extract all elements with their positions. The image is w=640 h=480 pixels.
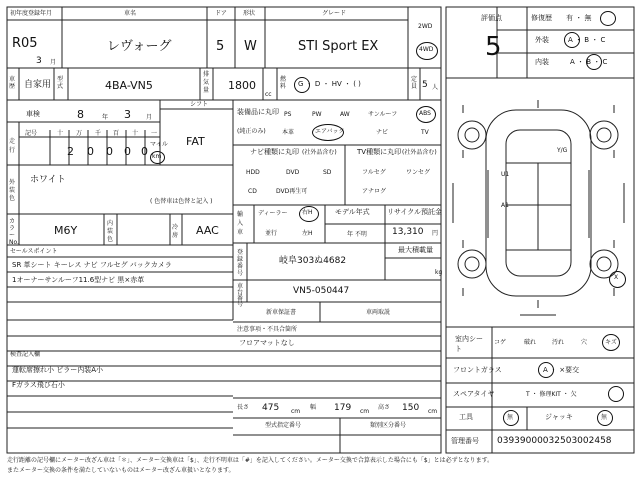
interior-grade-circle [586,54,602,70]
jack-label: ジャッキ [545,413,573,421]
mileage-label: 走行 [9,138,16,154]
capacity-value: 5 [422,80,428,90]
spare-value: T ・ 修理KIT ・ 欠 [526,391,577,398]
inspection-label: 車検 [26,110,40,118]
seat-tear: 破れ [524,339,537,346]
digit-h0: 記号 [25,130,38,137]
tv-analog: アナログ [362,188,387,195]
exterior-color: ホワイト [30,175,66,185]
displacement-unit: cc [265,91,272,98]
diagram-mark-rear: Y/G [557,147,568,154]
doors-label: ドア [215,10,227,17]
inspection-month-unit: 月 [146,114,153,121]
equip-airbag: エアバック [315,128,345,135]
footer-line2: またメーター交換の条件を満たしていないものはメーター改ざん車扱いとなります。 [7,467,235,474]
exterior-grade-value: A ・ B ・ C [568,36,606,44]
doors-value: 5 [216,39,225,54]
seat-scratch: キズ [605,339,617,346]
equip-navi: ナビ [376,129,389,136]
equip-sunroof: サンルーフ [368,111,398,118]
grade-label: グレード [322,10,347,17]
navi-hdd: HDD [246,169,260,176]
tv-oneseg: ワンセグ [406,169,431,176]
recycle-label: リサイクル預託金 [387,208,443,216]
vehicle-label: 車歴 [9,76,16,90]
ac-value: AAC [196,224,219,237]
width-unit: cm [360,408,370,415]
spare-circle [608,386,624,402]
reg-month-unit: 月 [50,59,57,66]
capacity-label: 定員 [411,76,418,90]
inspection-month: 3 [124,108,131,121]
tv-fullseg: フルセグ [362,169,386,176]
digit-h6: 一 [151,130,158,137]
equip-aw: AW [340,111,350,118]
score-value: 5 [485,32,502,62]
front-glass-value: A ・ ×要交 [543,366,580,374]
import-label: 輸入車 [237,211,244,236]
tv-label: TV種類に丸印 [357,148,402,156]
length-unit: cm [291,408,301,415]
chassis-value: VN5-050447 [293,286,350,296]
class-number-label: 類別区分番号 [370,422,407,429]
shift-value: FAT [186,135,205,148]
plate-value: 岐阜303ぬ4682 [279,256,347,266]
exterior-note: ( 色替車は色替と記入 ) [150,198,213,205]
width-value: 179 [334,403,352,413]
import-dealer: ディーラー [258,210,288,217]
shape-label: 形状 [243,10,256,17]
equip-leather: 本革 [282,129,295,136]
repair-circle [600,11,616,26]
length-value: 475 [262,403,280,413]
sales-point-line2: 1オーナーサンルーフ11.6型ナビ 黒×赤革 [12,276,145,284]
score-label: 評価点 [481,14,502,22]
repair-label: 修復歴 [531,14,552,22]
model-year-label: モデル年式 [335,208,370,216]
equipment-sublabel: (純正のみ) [237,128,266,135]
sales-point-label: セールスポイント [10,248,58,255]
interior-color-label: 内装色 [107,220,114,243]
mileage-digit-1: 2 [67,145,74,158]
drive-4wd: 4WD [419,46,434,53]
navi-label: ナビ種類に丸印 [250,148,299,156]
jack-value: 無 [601,414,608,421]
height-value: 150 [402,403,420,413]
equip-pw: PW [312,111,322,118]
shift-label: シフト [190,101,209,108]
width-label: 幅 [310,404,317,411]
drive-2wd: 2WD [418,23,433,30]
max-load-unit: kg [435,269,443,276]
car-diagram [453,100,624,315]
height-unit: cm [428,408,438,415]
digit-h1: 十 [57,130,64,137]
diagram-mark-a1: A1 [501,202,509,209]
diagram-mark-x: X [614,274,619,281]
seat-label: 室内シート [455,335,483,353]
mileage-digit-3: 0 [106,145,113,158]
navi-sd: SD [323,169,332,176]
import-left: 左H [302,230,313,237]
navi-dvd-play: DVD再生可 [276,188,308,195]
car-name-label: 車名 [124,10,137,17]
inspector-line1: 運転席擦れ小 ピラー内装A小 [12,366,104,374]
color-code-label: カラー No. [9,218,19,246]
mileage-digit-4: 0 [124,145,131,158]
seat-stain: 汚れ [552,339,565,346]
inspection-year-unit: 年 [102,114,109,121]
warranty-label: 新車保証書 [266,309,297,316]
recycle-value: 13,310 [392,227,424,237]
vehicle-use: 自家用 [24,80,52,90]
navi-dvd: DVD [286,169,300,176]
digit-h2: 万 [76,130,83,137]
notice-label: 注意事項・不具合箇所 [237,326,298,333]
seat-hole: 穴 [581,339,588,346]
grade-value: STI Sport EX [298,39,379,54]
sales-point-line1: SR 革シート キーレス ナビ フルセグ バックカメラ [12,261,172,269]
shape-value: W [244,39,257,54]
tools-value: 無 [507,414,514,421]
recycle-unit: 円 [432,230,439,237]
mgmt-label: 管理番号 [451,437,479,445]
import-right: 右H [302,209,313,216]
digit-h4: 百 [113,130,120,137]
inspection-year: 8 [77,108,84,121]
diagram-mark-u1: U1 [501,171,510,178]
tools-label: 工具 [459,413,473,421]
fuel-options: G ・ D ・ HV ・ ( ) [298,80,361,88]
digit-h5: 十 [132,130,139,137]
model-year-value: 年 不明 [347,231,367,238]
height-label: 高さ [378,404,391,411]
length-label: 長さ [237,404,250,411]
km-label: km [152,153,162,160]
front-glass-label: フロントガラス [453,366,502,374]
fuel-label: 燃料 [280,76,287,90]
equip-ps: PS [284,111,292,118]
inspector-label: 検査記入欄 [10,351,41,358]
model-value: 4BA-VN5 [105,79,153,92]
exterior-grade-label: 外装 [535,36,549,44]
equipment-label: 装備品に丸印 [237,108,279,116]
inspector-line2: Fガラス飛び石小 [12,381,65,389]
ac-label: 冷房 [172,224,179,239]
mile-label: マイル [150,141,168,148]
spare-label: スペアタイヤ [453,390,495,398]
tv-sublabel: (社外品含む) [402,149,437,156]
chassis-label: 車台番号 [237,283,244,308]
capacity-unit: 人 [432,84,439,91]
notice-value: フロアマットなし [239,339,295,347]
equip-abs: ABS [419,110,431,117]
car-name: レヴォーグ [107,39,172,54]
color-code: M6Y [54,224,78,237]
displacement-value: 1800 [228,79,256,92]
manual-label: 車両取説 [366,309,391,316]
mileage-digit-2: 0 [87,145,94,158]
repair-value: 有 ・ 無 [566,14,592,22]
reg-date-label: 初年度登録年月 [10,10,53,17]
model-label: 型式 [57,76,64,90]
type-number-label: 型式指定番号 [265,422,302,429]
interior-grade-value: A ・ B ・ C [570,58,608,66]
navi-cd: CD [248,188,257,195]
exterior-label: 外装色 [9,179,16,202]
mgmt-value: 03939000032503002458 [497,436,612,446]
reg-month: 3 [36,56,42,66]
exterior-grade-circle [564,32,580,48]
digit-h3: 千 [95,130,102,137]
plate-label: 登録番号 [237,249,244,277]
max-load-label: 最大積載量 [398,246,433,254]
footer-line1: 走行距離の記号欄にメーター改ざん車は「＊」、メーター交換車は「$」、走行不明車は「#」を記入してください。メーター交換で合算表示した場合にも「$」とは必ずとなります。 [7,457,494,464]
era-year: R05 [12,36,38,51]
navi-sublabel: (社外品含む) [302,149,337,156]
equip-tv: TV [421,129,429,136]
seat-burn: コゲ [494,339,507,346]
mileage-digit-5: 0 [141,145,148,158]
import-parallel: 並行 [265,230,278,237]
interior-grade-label: 内装 [535,58,549,66]
displacement-label: 排気量 [203,71,210,94]
